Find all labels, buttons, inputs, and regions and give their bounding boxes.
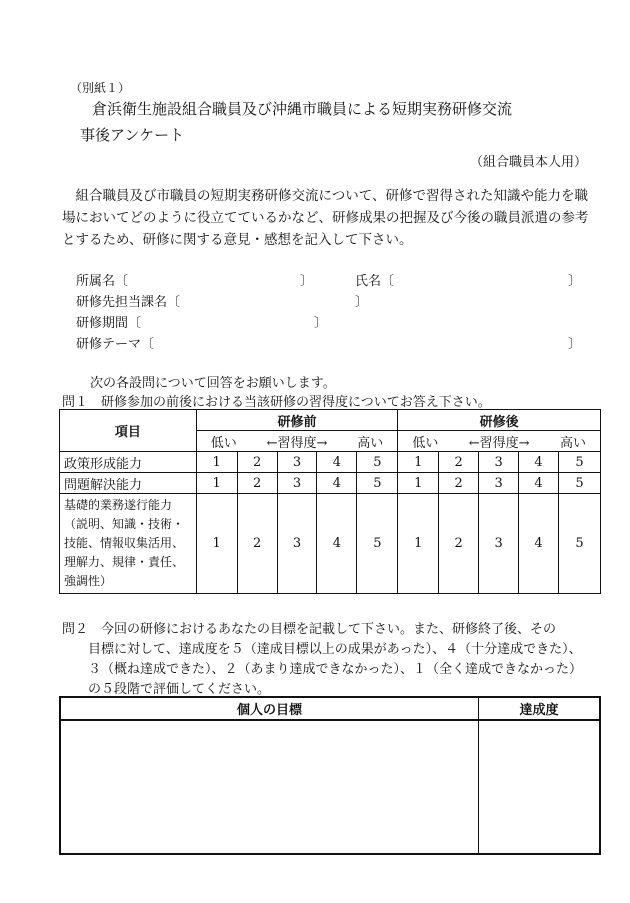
score-cell[interactable]: 4 <box>317 494 357 594</box>
name-field-label: 氏名〔 <box>355 274 395 289</box>
score-cell[interactable]: 3 <box>277 473 317 494</box>
score-cell[interactable]: 5 <box>559 494 601 594</box>
score-cell[interactable]: 3 <box>277 452 317 473</box>
score-cell[interactable]: 5 <box>559 452 601 473</box>
dept-field-close: 〕 <box>300 274 314 289</box>
document-title: 倉浜衛生施設組合職員及び沖縄市職員による短期実務研修交流 <box>92 100 513 118</box>
intro-line: 場においてどのように役立てているかなど、研修成果の把握及び今後の職員派遣の参考 <box>62 210 589 226</box>
row-detail: （説明、知識・技術・ <box>64 517 185 531</box>
scale-before <box>196 431 398 452</box>
goal-input-cell[interactable] <box>60 720 478 854</box>
score-cell[interactable]: 3 <box>479 494 519 594</box>
scale-high: 高い <box>357 435 384 451</box>
score-cell[interactable]: 4 <box>519 452 559 473</box>
header-achievement: 達成度 <box>478 697 600 720</box>
scale-low: 低い <box>210 435 237 451</box>
period-field-label: 研修期間〔 <box>76 316 142 331</box>
score-cell[interactable]: 5 <box>357 494 398 594</box>
row-detail: 理解力、規律・責任、 <box>64 555 185 569</box>
table-row <box>60 473 601 494</box>
question-2-line: 目標に対して、達成度を５（達成目標以上の成果があった）、４（十分達成できた）、 <box>88 642 582 657</box>
achievement-input-cell[interactable] <box>478 720 600 854</box>
score-cell[interactable]: 1 <box>196 494 237 594</box>
score-cell[interactable]: 1 <box>398 494 439 594</box>
score-cell[interactable]: 4 <box>317 473 357 494</box>
header-before: 研修前 <box>196 410 398 431</box>
scale-mid: ←習得度→ <box>468 435 530 451</box>
document-subtitle: 事後アンケート <box>80 126 185 144</box>
score-cell[interactable]: 5 <box>559 473 601 494</box>
score-cell[interactable]: 5 <box>357 452 398 473</box>
dept-field-label: 所属名〔 <box>76 274 129 289</box>
period-field-close: 〕 <box>314 316 328 331</box>
score-cell[interactable]: 1 <box>398 473 439 494</box>
score-cell[interactable]: 2 <box>237 494 277 594</box>
scale-high: 高い <box>559 435 586 451</box>
proficiency-table <box>59 409 601 594</box>
row-label: 政策形成能力 <box>60 452 197 473</box>
score-cell[interactable]: 2 <box>439 452 479 473</box>
goal-table-row <box>60 720 600 854</box>
host-dept-field-close: 〕 <box>355 295 369 310</box>
score-cell[interactable]: 1 <box>398 452 439 473</box>
row-label-multiline <box>60 494 197 594</box>
name-field-close: 〕 <box>568 274 582 289</box>
score-cell[interactable]: 2 <box>237 452 277 473</box>
row-label: 基礎的業務遂行能力 <box>64 498 173 512</box>
question-2-line: 問２ 今回の研修におけるあなたの目標を記載して下さい。また、研修終了後、その <box>62 622 557 637</box>
row-label: 問題解決能力 <box>60 473 197 494</box>
scale-low: 低い <box>412 435 439 451</box>
table-row <box>60 452 601 473</box>
scale-after <box>398 431 601 452</box>
host-dept-field-label: 研修先担当課名〔 <box>76 295 181 310</box>
score-cell[interactable]: 1 <box>196 452 237 473</box>
intro-line: とするため、研修に関する意見・感想を記入して下さい。 <box>62 232 413 248</box>
intro-line: 組合職員及び市職員の短期実務研修交流について、研修で習得された知識や能力を職 <box>62 188 588 204</box>
scale-mid: ←習得度→ <box>266 435 328 451</box>
audience-label: （組合職員本人用） <box>470 155 588 170</box>
question-1-text: 問１ 研修参加の前後における当該研修の習得度についてお答え下さい。 <box>62 395 491 410</box>
score-cell[interactable]: 2 <box>439 494 479 594</box>
score-cell[interactable]: 2 <box>439 473 479 494</box>
theme-field-label: 研修テーマ〔 <box>76 337 155 352</box>
question-2-line: の５段階で評価してください。 <box>88 682 271 697</box>
score-cell[interactable]: 1 <box>196 473 237 494</box>
score-cell[interactable]: 4 <box>317 452 357 473</box>
goal-table <box>59 696 601 855</box>
header-item: 項目 <box>60 410 197 452</box>
instruction-text: 次の各設問について回答をお願いします。 <box>90 376 336 391</box>
row-detail: 強調性） <box>64 574 113 588</box>
score-cell[interactable]: 4 <box>519 473 559 494</box>
score-cell[interactable]: 3 <box>479 452 519 473</box>
table-row <box>60 494 601 594</box>
annex-label: （別紙１） <box>70 81 131 95</box>
theme-field-close: 〕 <box>568 337 582 352</box>
score-cell[interactable]: 4 <box>519 494 559 594</box>
score-cell[interactable]: 5 <box>357 473 398 494</box>
question-2-line: ３（概ね達成できた）、２（あまり達成できなかった）、１（全く達成できなかった） <box>88 662 583 677</box>
score-cell[interactable]: 2 <box>237 473 277 494</box>
header-after: 研修後 <box>398 410 601 431</box>
goal-table-header <box>60 697 600 720</box>
row-detail: 技能、情報収集活用、 <box>64 536 185 550</box>
header-goal: 個人の目標 <box>60 697 478 720</box>
score-cell[interactable]: 3 <box>479 473 519 494</box>
score-cell[interactable]: 3 <box>277 494 317 594</box>
intro-paragraph <box>62 185 589 251</box>
table-header-row <box>60 410 601 431</box>
